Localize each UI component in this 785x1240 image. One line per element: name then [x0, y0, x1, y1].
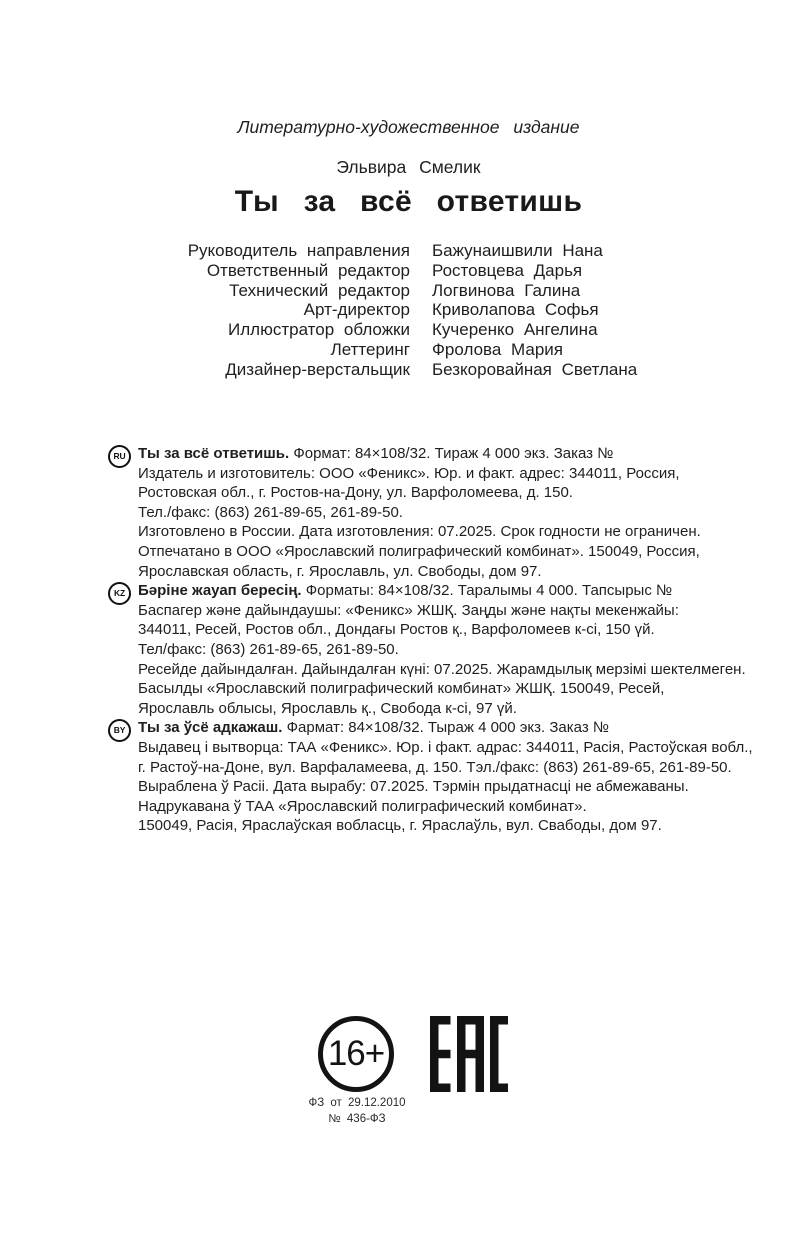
- imprint-line: 344011, Ресей, Ростов обл., Дондағы Ростов қ., Варфоломеев к-сі, 150 үй.: [138, 621, 655, 639]
- credit-name: Криволапова Софья: [432, 300, 599, 320]
- by-country-badge: BY: [108, 719, 131, 742]
- credit-role: Леттеринг: [330, 339, 410, 359]
- law-line-1: ФЗ от 29.12.2010: [308, 1097, 406, 1109]
- credit-name: Ростовцева Дарья: [432, 260, 583, 280]
- imprint-line: Басылды «Ярославский полиграфический комбинат» ЖШҚ. 150049, Ресей,: [138, 680, 665, 698]
- credit-role: Руководитель направления: [187, 241, 410, 260]
- age-rating-label: 16+: [327, 1034, 385, 1073]
- imprint-block-kz: [114, 581, 746, 718]
- credit-name: Бажунаишвили Нана: [432, 241, 603, 260]
- imprint-line: Выраблена ў Расіі. Дата вырабу: 07.2025. Тэрмін прыдатнасці не абмежаваны.: [138, 778, 689, 796]
- credit-role: Дизайнер-верстальщик: [225, 359, 410, 379]
- ru-country-badge: RU: [108, 445, 131, 468]
- credit-name: Кучеренко Ангелина: [432, 320, 598, 340]
- page-title: Ты за всё ответишь: [234, 185, 583, 218]
- imprint-line: г. Растоў-на-Доне, вул. Варфаламеева, д. 150. Тэл./факс: (863) 261-89-65, 261-89-50.: [138, 758, 732, 776]
- age-rating-16plus-icon: [318, 1016, 394, 1092]
- imprint-line: Баспагер және дайындаушы: «Феникс» ЖШҚ. Заңды және нақты мекенжайы:: [138, 601, 679, 619]
- credit-name: Фролова Мария: [432, 339, 564, 359]
- eac-conformity-icon: [430, 1016, 508, 1092]
- imprint-line: Тел/факс: (863) 261-89-65, 261-89-50.: [138, 640, 399, 658]
- imprint-line: Изготовлено в России. Дата изготовления: 07.2025. Срок годности не ограничен.: [138, 523, 701, 541]
- imprint-text: Фармат: 84×108/32. Тыраж 4 000 экз. Заказ №: [286, 719, 609, 737]
- imprint-text: Формат: 84×108/32. Тираж 4 000 экз. Заказ №: [293, 445, 614, 462]
- imprint-bold-title: Бәріне жауап бересің.: [138, 582, 302, 600]
- credit-role: Иллюстратор обложки: [228, 320, 410, 340]
- imprint-line: Ростовская обл., г. Ростов-на-Дону, ул. Варфоломеева, д. 150.: [138, 484, 573, 502]
- imprint-section: [113, 444, 753, 836]
- imprint-block-ru: [113, 444, 738, 581]
- imprint-line: Ресейде дайындалған. Дайындалған күні: 07.2025. Жарамдылық мерзімі шектелмеген.: [138, 660, 746, 678]
- credits-list: [80, 241, 762, 380]
- imprint-line: [138, 581, 738, 601]
- imprint-text: Форматы: 84×108/32. Таралымы 4 000. Тапсырыс №: [305, 582, 673, 600]
- imprint-block-by: [113, 718, 753, 836]
- credit-name: Безкоровайная Светлана: [432, 359, 638, 379]
- imprint-line: Ярославль облысы, Ярославль қ., Свобода к-сі, 97 үй.: [138, 699, 517, 717]
- author-name: Эльвира Смелик: [336, 157, 481, 177]
- credit-role: Ответственный редактор: [206, 260, 410, 280]
- imprint-line: [138, 444, 738, 464]
- imprint-bold-title: Ты за всё ответишь.: [138, 445, 290, 462]
- edition-type: Литературно-художественное издание: [237, 117, 580, 137]
- imprint-line: Издатель и изготовитель: ООО «Феникс». Юр. и факт. адрес: 344011, Россия,: [138, 464, 680, 482]
- imprint-line: Ярославская область, г. Ярославль, ул. Свободы, дом 97.: [138, 562, 542, 580]
- kz-country-badge: KZ: [108, 582, 131, 605]
- imprint-line: Тел./факс: (863) 261-89-65, 261-89-50.: [138, 503, 403, 521]
- credit-role: Арт-директор: [303, 300, 410, 320]
- law-line-2: № 436-ФЗ: [328, 1113, 386, 1125]
- imprint-line: Отпечатано в ООО «Ярославский полиграфический комбинат». 150049, Россия,: [138, 542, 700, 560]
- imprint-line: Выдавец і вытворца: ТАА «Феникс». Юр. і факт. адрас: 344011, Расія, Растоўская вобл.,: [138, 738, 753, 756]
- credit-name: Логвинова Галина: [432, 280, 581, 300]
- law-reference: [294, 1095, 420, 1127]
- imprint-line: 150049, Расія, Яраслаўская вобласць, г. Яраслаўль, вул. Свабоды, дом 97.: [138, 817, 662, 835]
- imprint-line: [138, 718, 738, 738]
- credit-role: Технический редактор: [229, 280, 410, 300]
- imprint-line: Надрукавана ў ТАА «Ярославский полиграфический комбинат».: [138, 797, 587, 815]
- imprint-bold-title: Ты за ўсё адкажаш.: [138, 719, 283, 737]
